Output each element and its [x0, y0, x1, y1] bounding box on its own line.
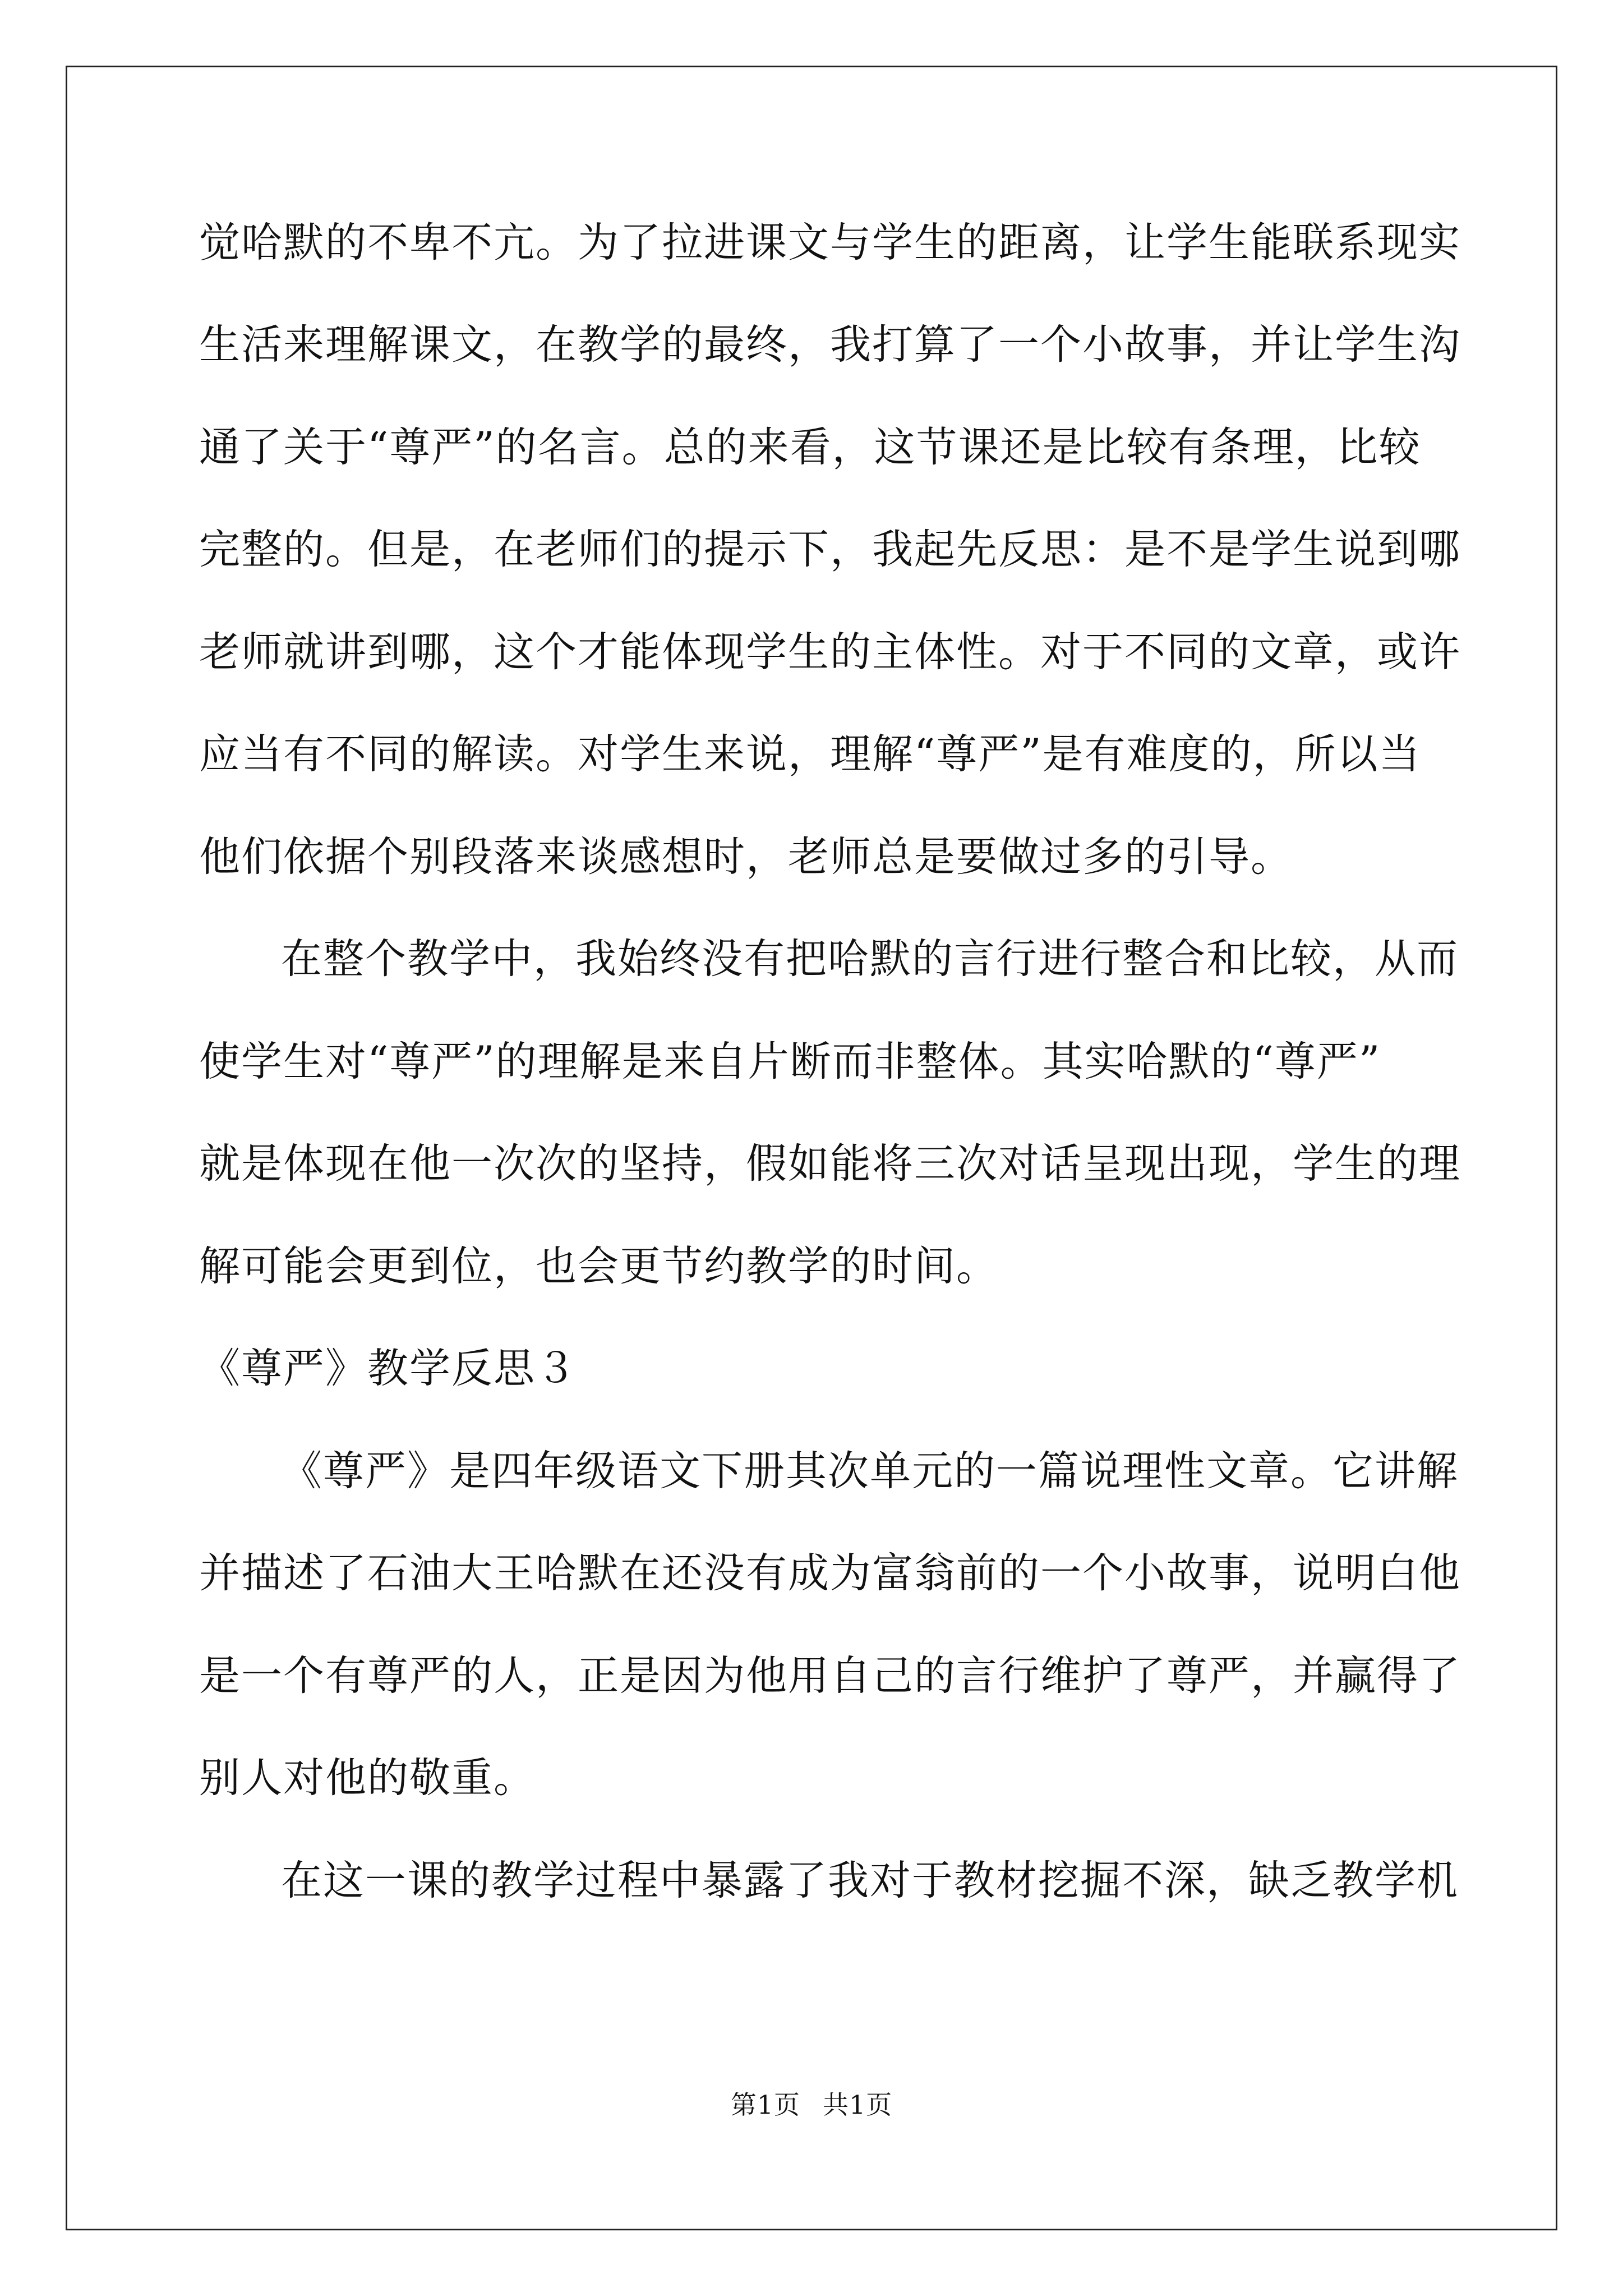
text-line: 觉哈默的不卑不亢。为了拉进课文与学生的距离，让学生能联系现实	[199, 219, 1461, 266]
text-line: 《尊严》是四年级语文下册其次单元的一篇说理性文章。它讲解	[281, 1447, 1459, 1495]
text-line: 并描述了石油大王哈默在还没有成为富翁前的一个小故事，说明白他	[199, 1549, 1461, 1597]
section-heading: 《尊严》教学反思３	[199, 1345, 578, 1392]
text-line: 使学生对“尊严”的理解是来自片断而非整体。其实哈默的“尊严”	[199, 1038, 1381, 1085]
text-line: 在整个教学中，我始终没有把哈默的言行进行整合和比较，从而	[281, 935, 1459, 983]
text-line: 老师就讲到哪，这个才能体现学生的主体性。对于不同的文章，或许	[199, 628, 1461, 676]
text-line: 通了关于“尊严”的名言。总的来看，这节课还是比较有条理，比较	[199, 424, 1421, 471]
page-number: 第1页	[730, 2090, 800, 2120]
text-line: 就是体现在他一次次的坚持，假如能将三次对话呈现出现，学生的理	[199, 1140, 1461, 1188]
text-line: 解可能会更到位，也会更节约教学的时间。	[199, 1243, 998, 1290]
text-line: 应当有不同的解读。对学生来说，理解“尊严”是有难度的，所以当	[199, 730, 1421, 778]
text-line: 别人对他的敬重。	[199, 1754, 536, 1802]
text-line: 是一个有尊严的人，正是因为他用自己的言行维护了尊严，并赢得了	[199, 1652, 1461, 1700]
text-line: 完整的。但是，在老师们的提示下，我起先反思：是不是学生说到哪	[199, 526, 1461, 573]
page-footer	[0, 2088, 1623, 2122]
text-line: 在这一课的教学过程中暴露了我对于教材挖掘不深，缺乏教学机	[281, 1857, 1459, 1904]
page-total: 共1页	[823, 2090, 893, 2120]
text-line: 他们依据个别段落来谈感想时，老师总是要做过多的引导。	[199, 833, 1293, 881]
text-line: 生活来理解课文，在教学的最终，我打算了一个小故事，并让学生沟	[199, 321, 1461, 369]
